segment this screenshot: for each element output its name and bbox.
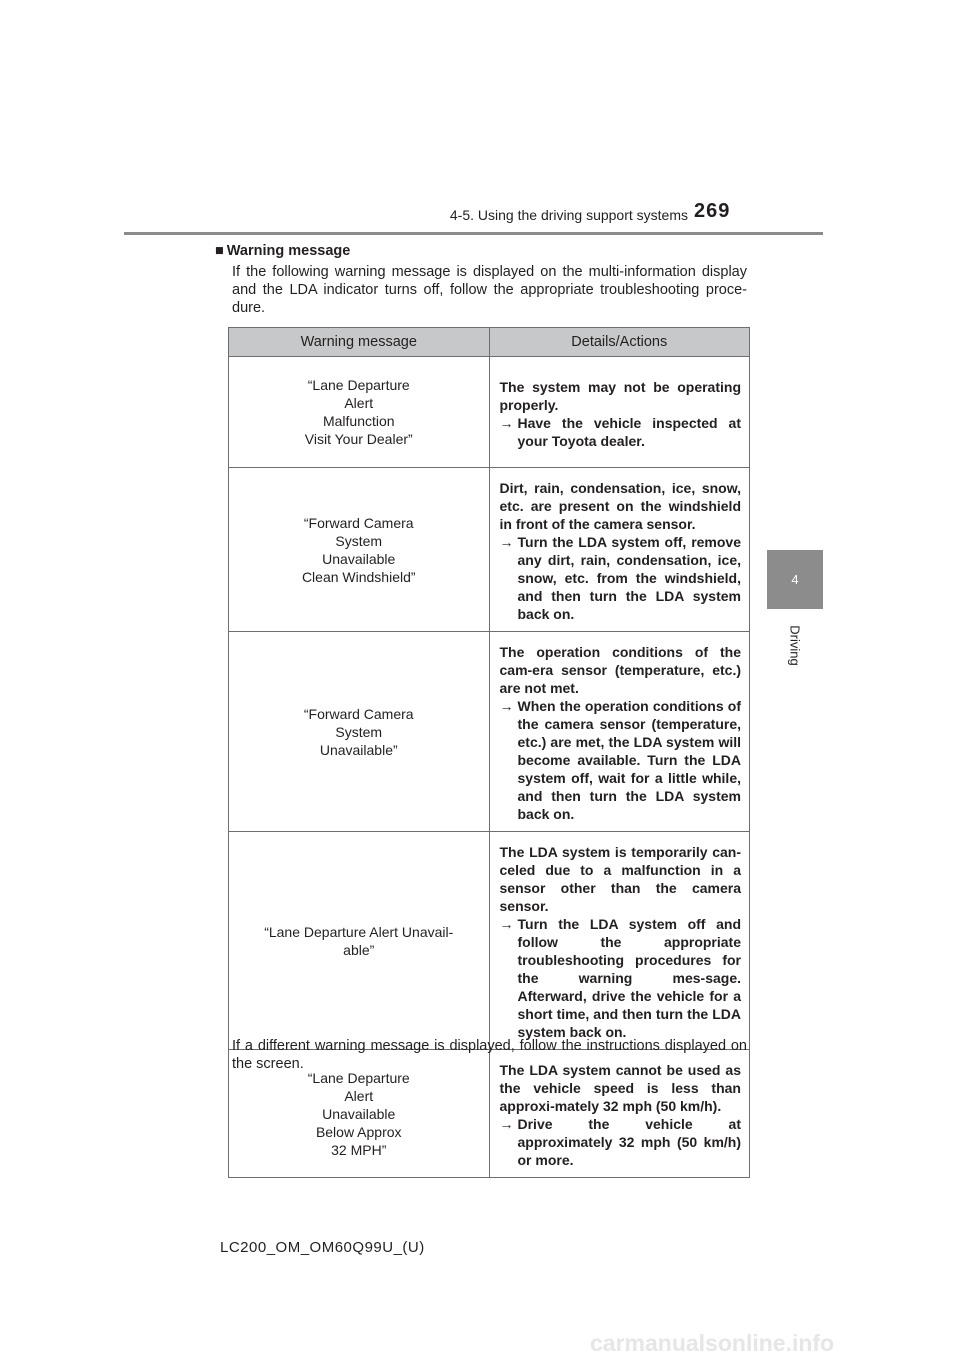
chapter-number: 4 [791,572,799,587]
details-actions-cell [489,632,750,832]
watermark: carmanualsonline.info [590,1330,835,1356]
table-row [229,632,750,832]
column-header-details-actions: Details/Actions [489,328,750,357]
action-item [500,697,742,823]
warning-message-cell: “Forward Camera System Unavailable” [229,632,490,832]
table-row [229,357,750,468]
arrow-right-icon: → [499,534,514,550]
intro-paragraph: If the following warning message is displayed on the multi-information display and the LDA indicator turns off, follow the appropriate troubleshooting proce-dure. [232,264,747,316]
cause-text: The LDA system is temporarily can-celed due to a malfunction in a sensor other than the camera sensor. [499,844,741,914]
table-header-row [229,328,750,357]
action-text: Turn the LDA system off, remove any dirt, rain, condensation, ice, snow, etc. from the windshield, and then turn the LDA system back on. [517,534,741,622]
table-row [229,832,750,1050]
arrow-right-icon: → [499,1116,514,1132]
chapter-tab [767,550,823,609]
action-item [500,1115,742,1169]
warning-message-cell: “Forward Camera System Unavailable Clean Windshield” [229,468,490,632]
details-actions-cell [489,468,750,632]
header-divider [124,232,823,235]
arrow-right-icon: → [499,698,514,714]
closing-paragraph: If a different warning message is displayed, follow the instructions displayed on the screen. [232,1038,747,1072]
chapter-side-label [757,620,833,670]
running-header-title: 4-5. Using the driving support systems [449,207,688,223]
section-heading [215,243,350,259]
action-text: Turn the LDA system off and follow the appropriate troubleshooting procedures for the warning mes-sage. Afterward, drive the vehicle for a short time, and then turn the LDA system back on. [517,916,741,1040]
details-actions-cell [489,832,750,1050]
warning-message-cell: “Lane Departure Alert Unavailable Below Approx 32 MPH” [229,1050,490,1178]
page-number: 269 [694,200,731,222]
action-item [500,533,742,623]
cause-text: The LDA system cannot be used as the vehicle speed is less than approxi-mately 32 mph (50 km/h). [499,1062,741,1114]
details-actions-cell [489,357,750,468]
chapter-label: Driving [787,624,803,666]
section-heading-text: Warning message [226,243,351,259]
cause-text: Dirt, rain, condensation, ice, snow, etc. are present on the windshield in front of the camera sensor. [499,480,741,532]
action-text: When the operation conditions of the camera sensor (temperature, etc.) are met, the LDA system will become available. Turn the LDA system off, wait for a little while, and then turn the LDA system back on. [517,698,741,822]
action-item [500,414,742,450]
action-item [500,915,742,1041]
cause-text: The system may not be operating properly. [499,378,741,413]
document-code: LC200_OM_OM60Q99U_(U) [220,1239,425,1256]
cause-text: The operation conditions of the cam-era sensor (temperature, etc.) are not met. [499,644,741,696]
arrow-right-icon: → [499,414,514,431]
action-text: Have the vehicle inspected at your Toyota dealer. [517,414,741,449]
warning-message-cell: “Lane Departure Alert Malfunction Visit Your Dealer” [229,357,490,468]
action-text: Drive the vehicle at approximately 32 mph (50 km/h) or more. [517,1116,741,1168]
table-row [229,468,750,632]
column-header-warning-message: Warning message [229,328,490,357]
arrow-right-icon: → [499,916,514,932]
warning-message-cell: “Lane Departure Alert Unavail- able” [229,832,490,1050]
square-bullet-icon: ■ [215,243,224,259]
